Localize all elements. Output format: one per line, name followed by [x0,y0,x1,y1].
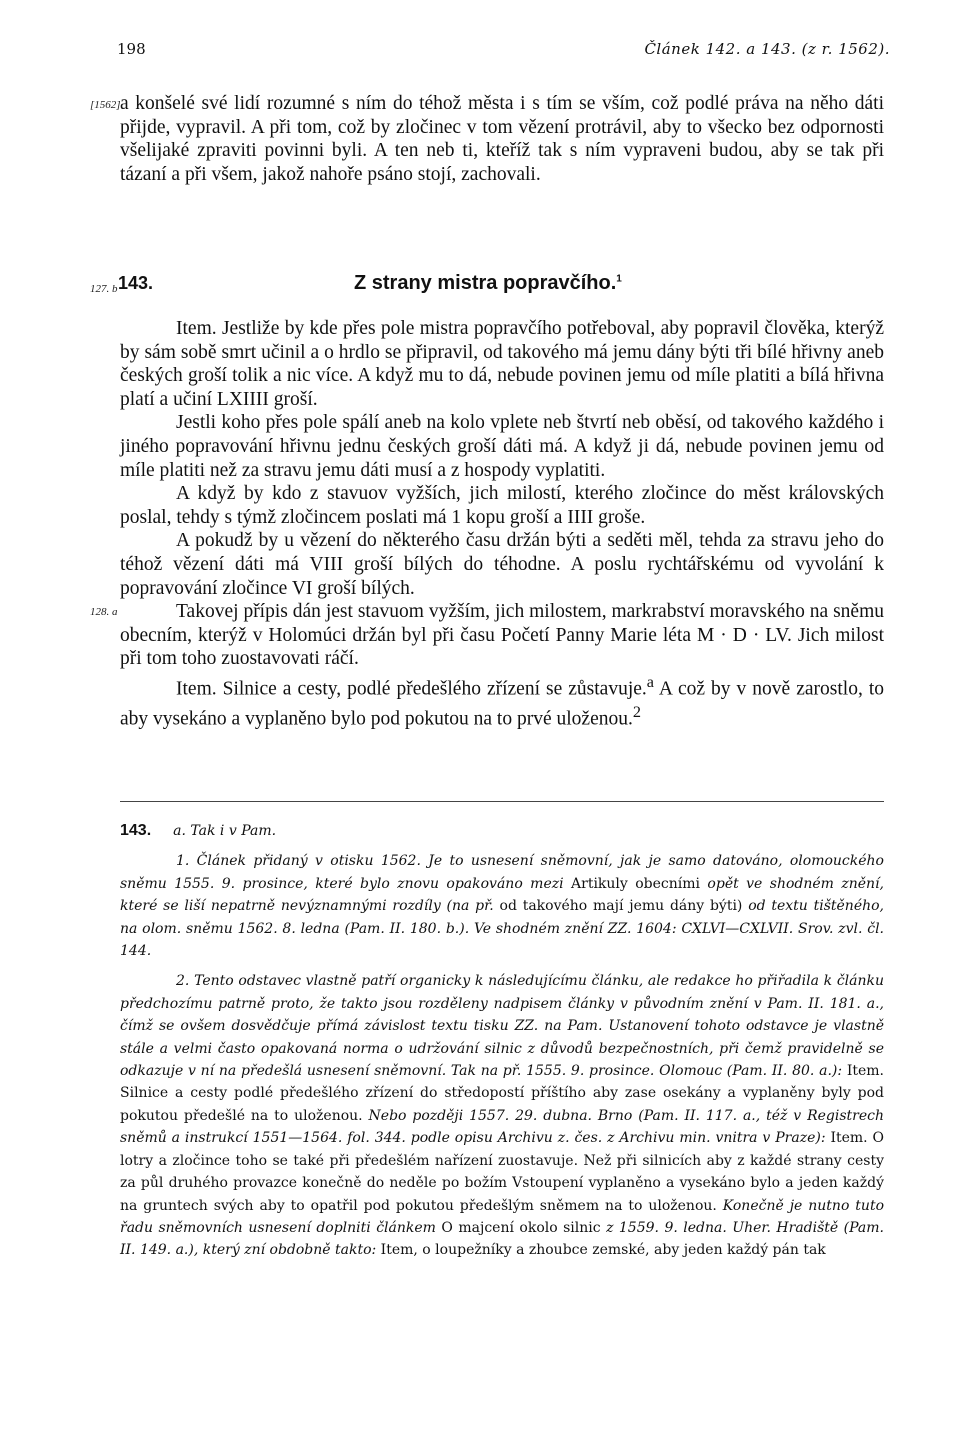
margin-note-year: [1562] [90,99,121,111]
paragraph: Takovej přípis dán jest stavuom vyžším, jich milostem, markrabství moravského na sněmu obecním, kterýž v Holomúci držán byl při času Početí Panny Marie léta M · D · LV. Jich milost při tom toho zuostavovati ráčí. [120,601,884,670]
margin-note-folio: 127. b [90,283,118,295]
footnote-2: 2. Tento odstavec vlastně patří organicky k následujícímu článku, ale redakce ho přiřadila k článku předchozímu patrně proto, že takto jsou rozděleny nadpisem články v původním znění v Pam. II. 181. a., čímž se ovšem dosvědčuje přímá závislost textu tisku ZZ. na Pam. Ustanovení tohoto odstavce je vlastně stále a velmi často opakovaná norma o udržování silnic z důvodů bezpečnostních, při čemž pravidelně se odkazuje v ní na předešlá usnesení sněmovní. Tak na př. 1555. 9. prosince. Olomouc (Pam. II. 80. a.): Item. Silnice a cesty podlé předešlého zřízení do středopostí příštího aby zase osekány a vyplaněny byly pod pokutou předešlé na to uloženou. Nebo později 1557. 29. dubna. Brno (Pam. II. 117. a., též v Registrech sněmů a instrukcí 1551—1564. fol. 344. podle opisu Archivu z. čes. z Archivu min. vnitra v Praze): Item. O lotry a zločince toho se také při předešlém nařízení zuostavuje. Než při silnicích aby z každé strany cesty za půl druhého provazce konečně do neděle po božím Vstoupení vyplaněno a vysekáno bylo a jeden každý na gruntech svých aby to opatřil pod pokutou předešlým sněmem na to uloženou. Konečně je nutno tuto řadu sněmovních usnesení doplniti článkem O majcení okolo silnic z 1559. 9. ledna. Uher. Hradiště (Pam. II. 149. a.), který zní obdobně takto: Item, o loupežníky a zhoubce zemské, aby jeden každý pán tak [120,973,885,1259]
paragraph: A pokudž by u vězení do některého času držán býti a seděti měl, tehda za stravu jeho do téhož vězení dáti má VIII groší bílých do téhodne. A poslu rychtářskému od vyvolání k popravování zločince VI groší bílých. [120,530,884,599]
paragraph: Item. Jestliže by kde přes pole mistra popravčího potřeboval, aby popravil člověka, kterýž by sám sobě smrt učinil a o hrdlo se připravil, od takového má jemu dány býti tři bílé hřivny aneb českých groší tolik a nic více. A když mu to dá, nebude povinen jemu od míle platiti a bílá hřivna platí a učiní LXIIII groší. [120,318,884,410]
paragraph: Jestli koho přes pole spálí aneb na kolo vplete neb štvrtí neb oběsí, od takového každého i jiného popravování hřivnu jednu českých groší dáti má. A když ji dá, nebude povinen jemu od míle platiti než za stravu jemu dáti musí a z hospody vyplatiti. [120,412,884,481]
footnote-a: 143. a. Tak i v Pam. [120,822,277,839]
footnote-ref: 1 [616,273,622,285]
footnote-1: 1. Článek přidaný v otisku 1562. Je to usnesení sněmovní, jak je samo datováno, olomouckého sněmu 1555. 9. prosince, které bylo znovu opakováno mezi Artikuly obecními opět ve shodném znění, které se liší nepatrně nevýznamnými rozdíly (na př. od takového mají jemu dány býti) od textu tištěného, na olom. sněmu 1562. 8. ledna (Pam. II. 180. b.). Ve shodném znění ZZ. 1604: CXLVI—CXLVII. Srov. zvl. čl. 144. [120,853,884,960]
paragraph-continuation: a konšelé své lidí rozumné s ním do téhož města i s tím se vším, což podlé práva na něho dáti přijde, vypravil. A při tom, což by zločinec v tom vězení protrávil, aby to všecko bez odpornosti všelijaké zpraviti povinni byli. A ten neb ti, kteříž tak s ním vypraveni budou, aby se tak při tázaní a při všem, jakož nahoře psáno stojí, zachovali. [120,93,884,185]
section-number: 143. [118,273,154,293]
footnote-divider [120,801,884,802]
page-number: 198 [117,40,146,58]
paragraph: A když by kdo z stavuov vyžších, jich milostí, kterého zločince do měst královských poslal, tehdy s týmž zločincem poslati má 1 kopu groší a IIII groše. [120,483,884,528]
section-body [120,317,884,731]
paragraph: Item. Silnice a cesty, podlé předešlého zřízení se zůstavuje.$^a$ A což by v nově zarostlo, to aby vysekáno a vyplaněno bylo pod pokutou na to prvé uloženou.$^2$ [120,672,884,730]
section-title: Z strany mistra popravčího.$^1$ [354,272,622,294]
running-title: Článek 142. a 143. (z r. 1562). [644,40,890,58]
footnotes [120,820,884,1270]
margin-note-folio: 128. a [90,606,118,618]
